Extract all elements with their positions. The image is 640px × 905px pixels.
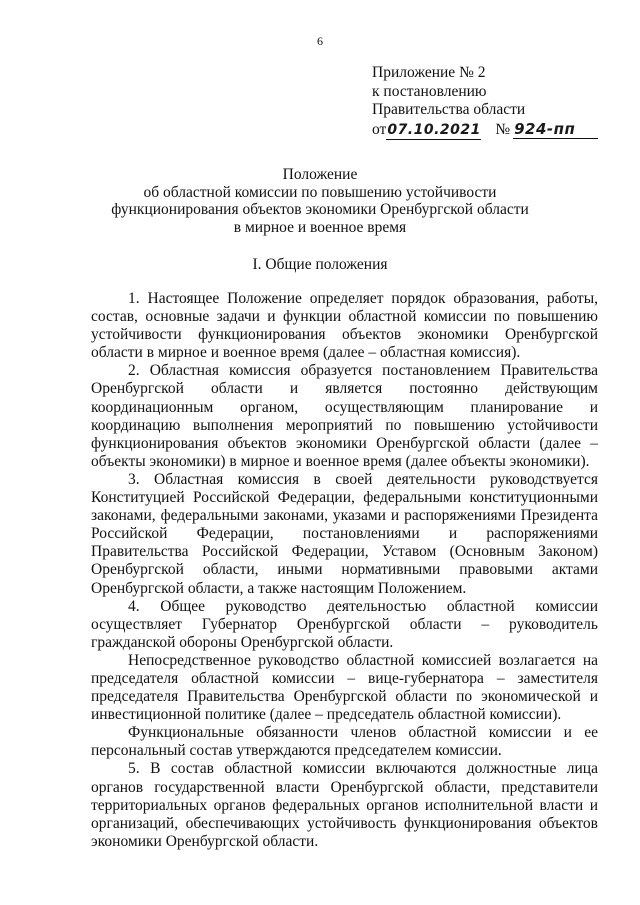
paragraph-7: 5. В состав областной комиссии включаются должностные лица органов государственной власти Оренбургской области, представители территориальных органов федеральных органов исполнительной власти и организаций, обеспечивающих устойчивость функционирования объектов экономики Оренбургской области. [91,760,598,850]
appendix-line-government: Правительства области [372,101,526,118]
paragraph-3: 3. Областная комиссия в своей деятельности руководствуется Конституцией Российской Федерации, федеральными конституционными законами, федеральными законами, указами и распоряжениями Президента Российской Федерации, постановлениями и распоряжениями Правительства Российской Федерации, Уставом (Основным Законом) Оренбургской области, иными нормативными правовыми актами Оренбургской области, а также настоящим Положением. [91,470,598,597]
title-line-1: Положение [282,166,358,183]
appendix-date-number-line [372,120,598,141]
title-line-4: в мирное и военное время [233,218,407,236]
number-sign: № [495,120,511,138]
paragraph-2: 2. Областная комиссия образуется постановлением Правительства Оренбургской области и является постоянно действующим координационным органом, осуществляющим планирование и координацию выполнения мероприятий по повышению устойчивости функционирования объектов экономики Оренбургской области (далее – объекты экономики) в мирное и военное время (далее объекты экономики). [91,362,598,470]
handwritten-date: 07.10.2021 [386,121,481,141]
appendix-block [372,64,598,140]
section-heading: I. Общие положения [252,256,388,273]
handwritten-number: 924-пп [513,120,598,140]
date-prefix: от [372,120,387,138]
appendix-title: Приложение № 2 [372,64,486,81]
paragraph-6: Функциональные обязанности членов областной комиссии и ее персональный состав утверждаются председателем комиссии. [91,724,598,760]
document-title [0,166,640,236]
paragraph-5: Непосредственное руководство областной комиссией возлагается на председателя областной комиссии – вице-губернатора – заместителя председателя Правительства Оренбургской области по экономической и инвестиционной политике (далее – председатель областной комиссии). [91,651,598,724]
title-line-3: функционирования объектов экономики Оренбургской области [111,201,529,219]
appendix-line-resolution: к постановлению [372,82,487,100]
paragraph-4: 4. Общее руководство деятельностью областной комиссии осуществляет Губернатор Оренбургской области – руководитель гражданской обороны Оренбургской области. [91,597,598,651]
paragraph-1: 1. Настоящее Положение определяет порядок образования, работы, состав, основные задачи и функции областной комиссии по повышению устойчивости функционирования объектов экономики Оренбургской области в мирное и военное время (далее – областная комиссия). [91,290,598,362]
body-text [91,290,598,851]
page-number: 6 [317,34,323,48]
title-line-2: об областной комиссии по повышению устойчивости [143,183,497,201]
